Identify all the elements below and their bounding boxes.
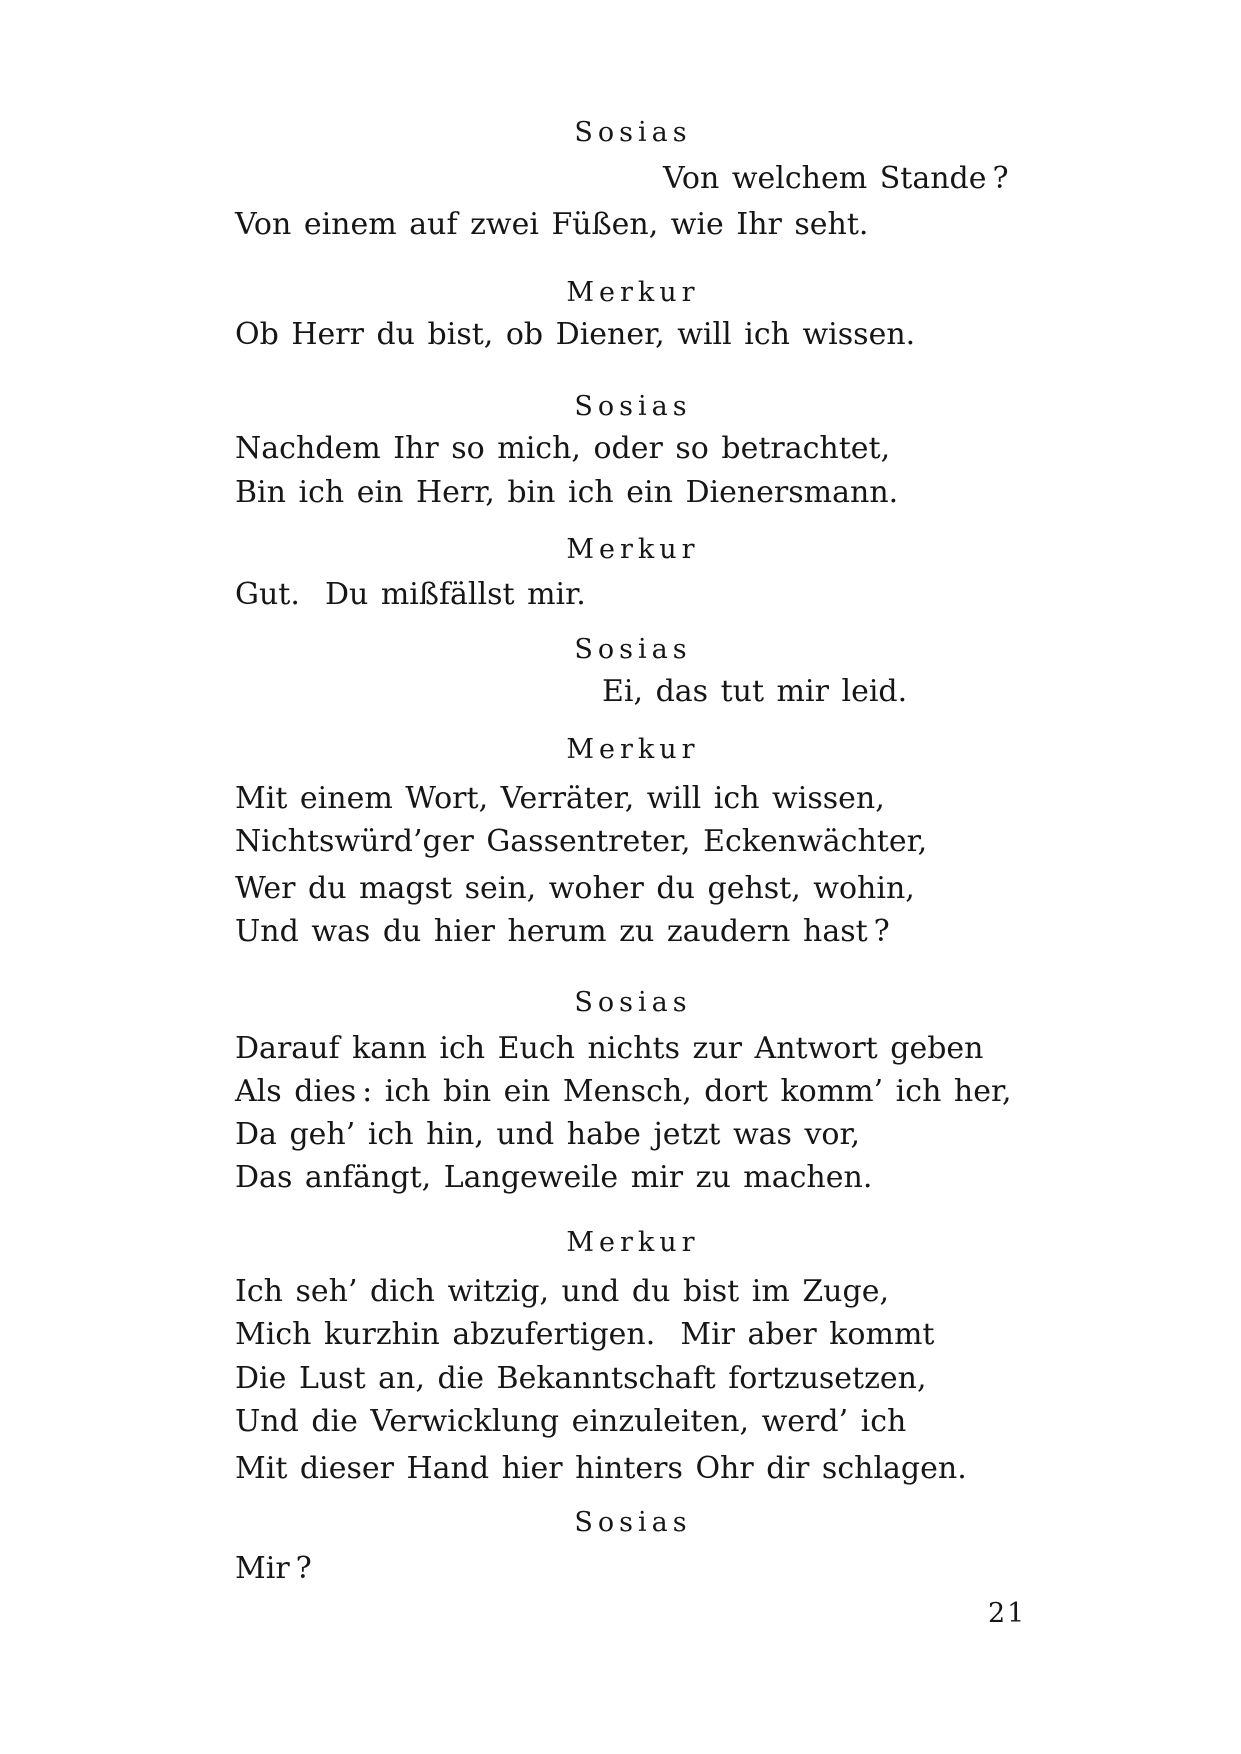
verse-line: Nachdem Ihr so mich, oder so betrachtet,: [235, 431, 891, 466]
verse-line: Die Lust an, die Bekanntschaft fortzusetzen,: [235, 1361, 927, 1396]
verse-line: Mir ?: [235, 1551, 312, 1586]
verse-line: Mich kurzhin abzufertigen. Mir aber kommt: [235, 1317, 935, 1352]
verse-line: Und die Verwicklung einzuleiten, werd’ ich: [235, 1404, 907, 1439]
verse-line: Von einem auf zwei Füßen, wie Ihr seht.: [235, 207, 869, 242]
page-number: 21: [988, 1598, 1027, 1629]
verse-line: Von welchem Stande ?: [663, 161, 1009, 196]
verse-line: Ob Herr du bist, ob Diener, will ich wissen.: [235, 317, 916, 352]
speaker-heading: Sosias: [574, 1507, 692, 1538]
verse-line: Darauf kann ich Euch nichts zur Antwort geben: [235, 1031, 984, 1066]
speaker-heading: Merkur: [566, 1227, 700, 1258]
verse-line: Als dies : ich bin ein Mensch, dort komm’ ich her,: [235, 1074, 1012, 1109]
speaker-heading: Merkur: [566, 734, 700, 765]
verse-line: Ei, das tut mir leid.: [602, 674, 908, 709]
verse-line: Das anfängt, Langeweile mir zu machen.: [235, 1160, 873, 1195]
verse-line: Wer du magst sein, woher du gehst, wohin,: [235, 871, 915, 906]
verse-line: Gut. Du mißfällst mir.: [235, 577, 586, 612]
verse-line: Ich seh’ dich witzig, und du bist im Zuge,: [235, 1274, 889, 1309]
verse-line: Da geh’ ich hin, und habe jetzt was vor,: [235, 1117, 861, 1152]
speaker-heading: Sosias: [574, 391, 692, 422]
speaker-heading: Sosias: [574, 987, 692, 1018]
speaker-heading: Sosias: [574, 117, 692, 148]
verse-line: Nichtswürd’ger Gassentreter, Eckenwächter,: [235, 824, 928, 859]
verse-line: Bin ich ein Herr, bin ich ein Dienersmann.: [235, 475, 899, 510]
speaker-heading: Merkur: [566, 277, 700, 308]
speaker-heading: Sosias: [574, 634, 692, 665]
verse-line: Mit dieser Hand hier hinters Ohr dir schlagen.: [235, 1451, 967, 1486]
speaker-heading: Merkur: [566, 534, 700, 565]
verse-line: Mit einem Wort, Verräter, will ich wissen,: [235, 781, 885, 816]
verse-line: Und was du hier herum zu zaudern hast ?: [235, 914, 890, 949]
